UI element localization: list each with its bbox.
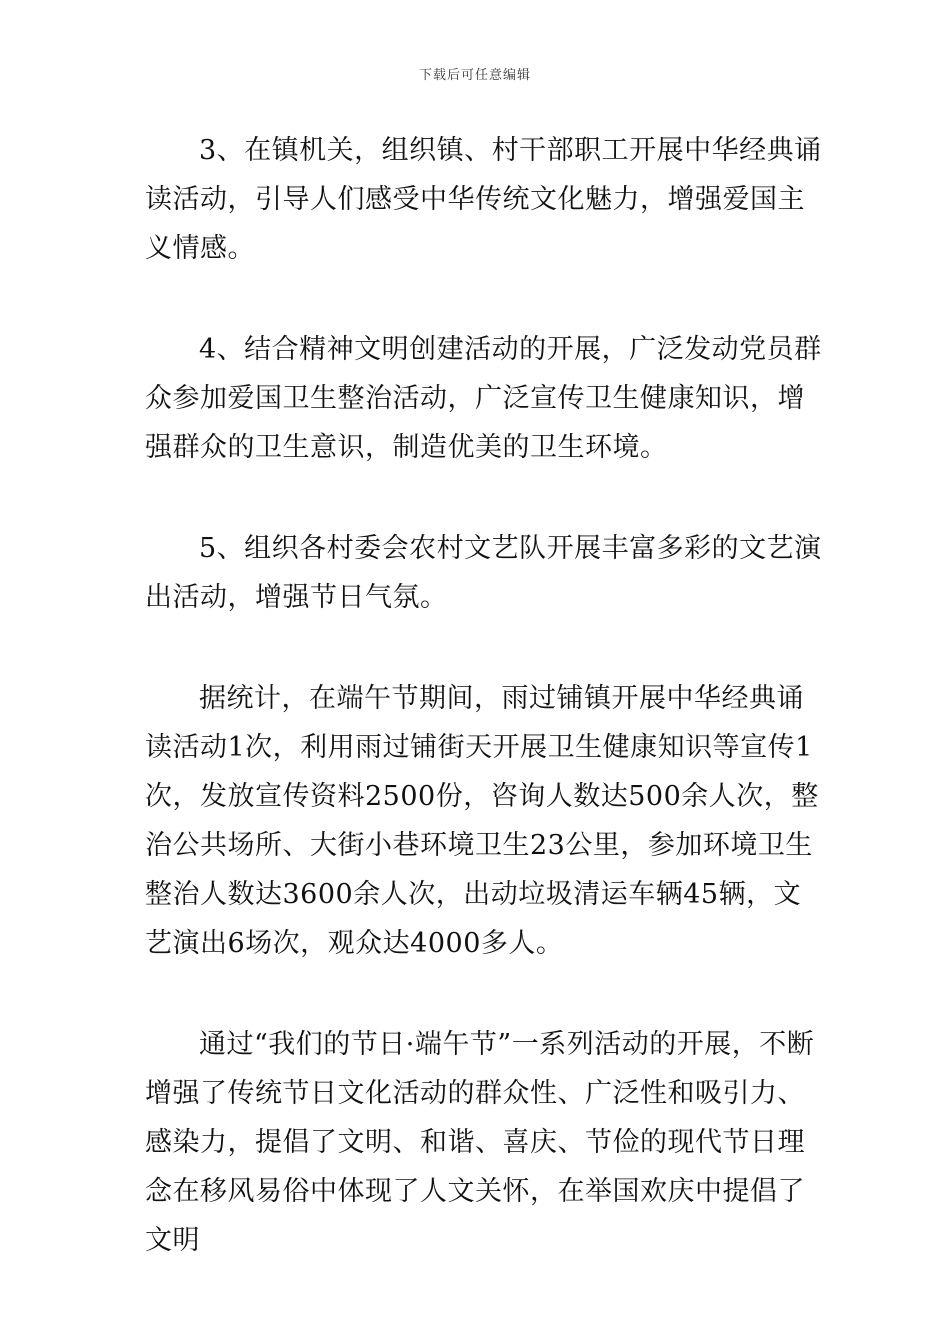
paragraph-item-5: 5、组织各村委会农村文艺队开展丰富多彩的文艺演出活动，增强节日气氛。 [145,533,822,613]
paragraph-statistics: 据统计，在端午节期间，雨过铺镇开展中华经典诵读活动1次，利用雨过铺街天开展卫生健康知识等宣传1次，发放宣传资料2500份，咨询人数达500余人次，整治公共场所、大街小巷环境卫生23公里，参加环境卫生整治人数达3600余人次，出动垃圾清运车辆45辆，文艺演出6场次，观众达4000多人。 [145,683,819,959]
paragraph-conclusion: 通过“我们的节日·端午节”一系列活动的开展，不断增强了传统节日文化活动的群众性、广泛性和吸引力、感染力，提倡了文明、和谐、喜庆、节俭的现代节日理念在移风易俗中体现了人文关怀，在举国欢庆中提倡了文明 [145,1029,815,1256]
page-header: 下载后可任意编辑 [418,68,531,83]
paragraph-item-4: 4、结合精神文明创建活动的开展，广泛发动党员群众参加爱国卫生整治活动，广泛宣传卫生健康知识，增强群众的卫生意识，制造优美的卫生环境。 [145,334,822,463]
document-body [145,126,825,1317]
paragraph-item-3: 3、在镇机关，组织镇、村干部职工开展中华经典诵读活动，引导人们感受中华传统文化魅力，增强爱国主义情感。 [145,135,822,264]
